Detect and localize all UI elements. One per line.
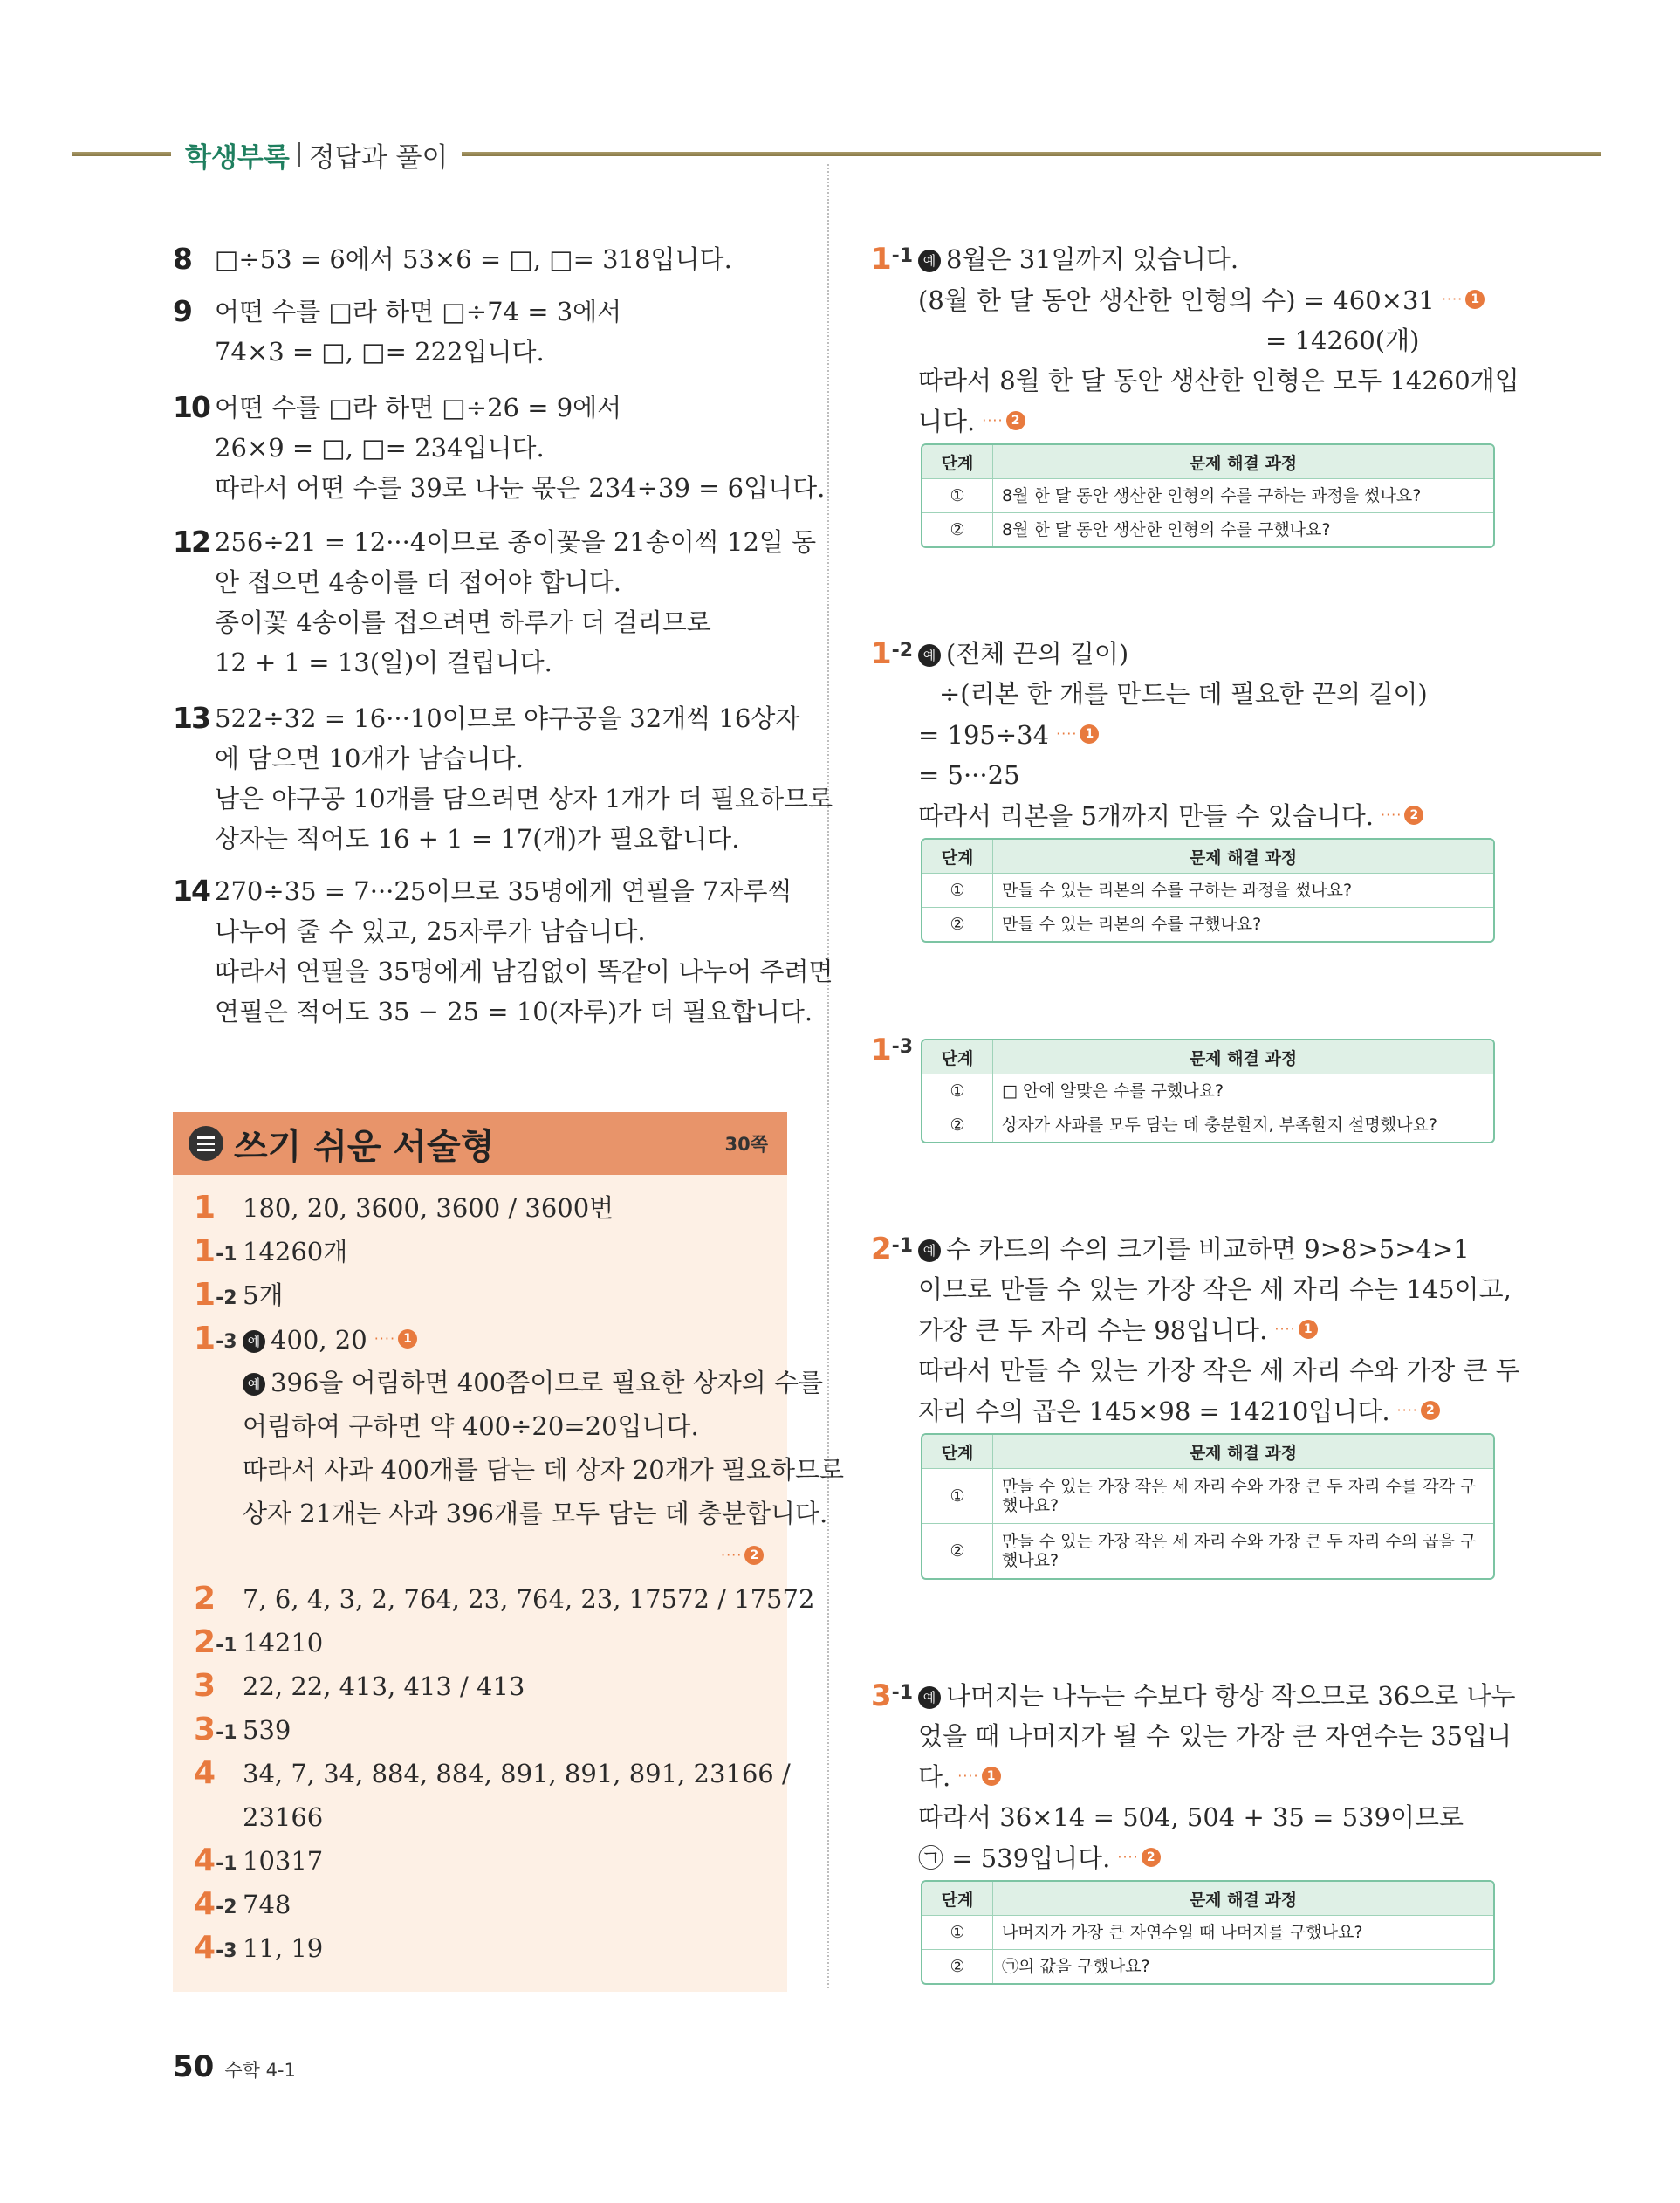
problem-number: 8 <box>173 242 191 276</box>
problem-13 <box>173 698 833 859</box>
solution-line: ÷(리본 한 개를 만드는 데 필요한 끈의 길이) <box>939 679 1428 709</box>
problem-line: 따라서 연필을 35명에게 남김없이 똑같이 나누어 주려면 <box>215 957 833 986</box>
solution-number: $2^{-1}$ <box>871 1232 914 1266</box>
problem-9 <box>173 292 792 372</box>
answer-number: 4 <box>194 1755 216 1791</box>
answer-text: 748 <box>243 1890 291 1919</box>
solution-line: 나머지는 나누는 수보다 항상 작으므로 36으로 나누 <box>946 1681 1516 1711</box>
problem-line: 74×3 = □, □= 222입니다. <box>215 337 545 367</box>
answer-number: 3 <box>194 1668 216 1704</box>
problem-number: 10 <box>173 390 209 424</box>
rubric-text: 나머지가 가장 큰 자연수일 때 나머지를 구했나요? <box>993 1916 1494 1950</box>
answer-number: 1 <box>194 1190 216 1225</box>
rubric-text: □ 안에 알맞은 수를 구했나요? <box>993 1074 1494 1108</box>
solution-line: 었을 때 나머지가 될 수 있는 가장 큰 자연수는 35입니 <box>918 1721 1512 1751</box>
section-title: 쓰기 쉬운 서술형 <box>234 1126 495 1167</box>
rubric-text: 만들 수 있는 리본의 수를 구했나요? <box>993 908 1494 942</box>
solution-line: 니다. <box>918 407 976 436</box>
problem-line: 나누어 줄 수 있고, 25자루가 남습니다. <box>215 916 646 946</box>
rubric-step: ② <box>922 513 993 547</box>
rubric-step: ① <box>922 874 993 908</box>
problem-line: 256÷21 = 12···4이므로 종이꽃을 21송이씩 12일 동 <box>215 527 817 557</box>
solution-number: $3^{-1}$ <box>871 1678 914 1713</box>
header-label <box>171 133 462 176</box>
solution-line: (전체 끈의 길이) <box>946 639 1129 669</box>
problem-line: 연필은 적어도 35 − 25 = 10(자루)가 더 필요합니다. <box>215 997 813 1026</box>
problem-line: 에 담으면 10개가 남습니다. <box>215 744 524 773</box>
solution-line: 다. <box>918 1762 951 1792</box>
problem-line: 남은 야구공 10개를 담으려면 상자 1개가 더 필요하므로 <box>215 784 833 813</box>
solution-number: $1^{-3}$ <box>871 1033 914 1067</box>
header-title: 정답과 풀이 <box>308 141 449 174</box>
rubric-table-2-1: 단계 문제 해결 과정 ① 만들 수 있는 가장 작은 세 자리 수와 가장 큰 두 자리 수를 각각 구했나요? ② 만들 수 있는 가장 작은 세 자리 수와 가장 큰 두 자리 수의 곱을 구했나요? <box>921 1433 1495 1580</box>
rubric-header-step: 단계 <box>922 445 993 479</box>
problem-number: 12 <box>173 525 209 559</box>
book-title: 수학 4-1 <box>224 2060 296 2081</box>
answer-text: 34, 7, 34, 884, 884, 891, 891, 891, 23166 / <box>243 1759 791 1788</box>
answer-text: 어림하여 구하면 약 400÷20=20입니다. <box>243 1411 699 1441</box>
rubric-step: ① <box>922 1916 993 1950</box>
problem-line: 안 접으면 4송이를 더 접어야 합니다. <box>215 567 621 597</box>
answer-text: 22, 22, 413, 413 / 413 <box>243 1671 525 1701</box>
rubric-step: ② <box>922 1950 993 1984</box>
rubric-text: 만들 수 있는 가장 작은 세 자리 수와 가장 큰 두 자리 수의 곱을 구했나요? <box>993 1524 1494 1579</box>
solution-2-1 <box>871 1229 1520 1431</box>
solution-3-1 <box>871 1676 1516 1878</box>
solution-number: $1^{-1}$ <box>871 242 914 277</box>
answer-text: 예 400, 20 ···· 1 <box>243 1321 417 1357</box>
marker-1-icon: ···· 1 <box>374 1321 417 1356</box>
solution-line: 자리 수의 곱은 145×98 = 14210입니다. <box>918 1397 1390 1426</box>
marker-1-icon: ···· 1 <box>1056 714 1099 754</box>
answer-text: 5개 <box>243 1280 284 1310</box>
rubric-header-process: 문제 해결 과정 <box>993 445 1494 479</box>
solution-line: ㉠ = 539입니다. <box>918 1843 1111 1873</box>
answer-number: 2 <box>194 1581 216 1616</box>
example-mark-icon: 예 <box>243 1330 265 1353</box>
answer-number: $4^{-3}$ <box>194 1930 237 1966</box>
marker-2-icon: ···· 2 <box>714 1538 764 1574</box>
rubric-step: ② <box>922 1108 993 1143</box>
answer-text: 7, 6, 4, 3, 2, 764, 23, 764, 23, 17572 / 17572 <box>243 1584 815 1614</box>
answer-number: $1^{-2}$ <box>194 1277 237 1313</box>
marker-2-icon: ···· 2 <box>1397 1390 1440 1431</box>
answer-text: 180, 20, 3600, 3600 / 3600번 <box>243 1193 614 1223</box>
example-mark-icon: 예 <box>243 1373 265 1396</box>
answer-number: $4^{-1}$ <box>194 1843 237 1878</box>
page-footer <box>173 2049 296 2084</box>
solution-line: = 195÷34 <box>918 720 1050 750</box>
answer-number: $1^{-3}$ <box>194 1321 237 1356</box>
solution-line: 따라서 8월 한 달 동안 생산한 인형은 모두 14260개입 <box>918 366 1519 395</box>
problem-14 <box>173 871 833 1032</box>
marker-1-icon: ···· 1 <box>1274 1309 1317 1349</box>
solution-line: 따라서 36×14 = 504, 504 + 35 = 539이므로 <box>918 1802 1464 1832</box>
marker-1-icon: ···· 1 <box>1442 279 1485 319</box>
page-number: 50 <box>173 2049 215 2084</box>
solution-line: 이므로 만들 수 있는 가장 작은 세 자리 수는 145이고, <box>918 1274 1512 1304</box>
example-mark-icon: 예 <box>918 250 941 272</box>
problem-line: 12 + 1 = 13(일)이 걸립니다. <box>215 648 552 677</box>
section-header <box>173 1112 787 1175</box>
problem-line: 어떤 수를 □라 하면 □÷26 = 9에서 <box>215 393 622 422</box>
answer-text: 539 <box>243 1715 291 1745</box>
rubric-text: ㉠의 값을 구했나요? <box>993 1950 1494 1984</box>
problem-line: 어떤 수를 □라 하면 □÷74 = 3에서 <box>215 297 622 326</box>
answer-number: $1^{-1}$ <box>194 1233 237 1269</box>
marker-2-icon: ···· 2 <box>1117 1837 1160 1877</box>
example-mark-icon: 예 <box>918 644 941 667</box>
rubric-text: 8월 한 달 동안 생산한 인형의 수를 구했나요? <box>993 513 1494 547</box>
example-mark-icon: 예 <box>918 1239 941 1262</box>
column-divider <box>827 164 829 1988</box>
section-page-ref: 30쪽 <box>724 1134 768 1155</box>
problem-12 <box>173 522 817 683</box>
example-mark-icon: 예 <box>918 1686 941 1709</box>
header-separator <box>298 142 300 167</box>
solution-line: 8월은 31일까지 있습니다. <box>946 244 1239 274</box>
solution-1-1 <box>871 239 1519 442</box>
answer-text: 14260개 <box>243 1237 348 1266</box>
answer-text: 23166 <box>243 1802 324 1832</box>
answer-text: 따라서 사과 400개를 담는 데 상자 20개가 필요하므로 <box>243 1455 845 1485</box>
problem-line: 26×9 = □, □= 234입니다. <box>215 433 545 463</box>
answer-text: 10317 <box>243 1846 324 1876</box>
solution-line: 따라서 리본을 5개까지 만들 수 있습니다. <box>918 801 1374 831</box>
solution-line: = 14260(개) <box>1265 326 1420 355</box>
rubric-text: 만들 수 있는 리본의 수를 구하는 과정을 썼나요? <box>993 874 1494 908</box>
rubric-step: ① <box>922 479 993 513</box>
rubric-step: ① <box>922 1469 993 1524</box>
rubric-text: 8월 한 달 동안 생산한 인형의 수를 구하는 과정을 썼나요? <box>993 479 1494 513</box>
marker-2-icon: ···· 2 <box>982 401 1025 441</box>
rubric-step: ② <box>922 908 993 942</box>
rubric-text: 만들 수 있는 가장 작은 세 자리 수와 가장 큰 두 자리 수를 각각 구했나요? <box>993 1469 1494 1524</box>
header-section: 학생부록 <box>185 141 290 174</box>
problem-line: 522÷32 = 16···10이므로 야구공을 32개씩 16상자 <box>215 703 800 733</box>
solution-line: = 5···25 <box>918 760 1020 790</box>
problem-10 <box>173 388 826 508</box>
rubric-step: ① <box>922 1074 993 1108</box>
problem-8 <box>173 239 792 279</box>
rubric-table-1-2: 단계 문제 해결 과정 ① 만들 수 있는 리본의 수를 구하는 과정을 썼나요? ② 만들 수 있는 리본의 수를 구했나요? <box>921 838 1495 943</box>
problem-line: 270÷35 = 7···25이므로 35명에게 연필을 7자루씩 <box>215 876 792 906</box>
problem-line: 따라서 어떤 수를 39로 나눈 몫은 234÷39 = 6입니다. <box>215 473 826 503</box>
answer-text: 11, 19 <box>243 1933 324 1963</box>
answer-number: $2^{-1}$ <box>194 1624 237 1660</box>
solution-1-2 <box>871 634 1499 836</box>
solution-line: 수 카드의 수의 크기를 비교하면 9>8>5>4>1 <box>946 1234 1470 1264</box>
solution-line: (8월 한 달 동안 생산한 인형의 수) = 460×31 <box>918 285 1435 315</box>
notebook-icon <box>189 1126 223 1161</box>
answer-number: $3^{-1}$ <box>194 1712 237 1747</box>
solution-line: 가장 큰 두 자리 수는 98입니다. <box>918 1315 1268 1345</box>
rubric-table-1-3: 단계 문제 해결 과정 ① □ 안에 알맞은 수를 구했나요? ② 상자가 사과를 모두 담는 데 충분할지, 부족할지 설명했나요? <box>921 1039 1495 1143</box>
problem-line: □÷53 = 6에서 53×6 = □, □= 318입니다. <box>215 244 732 274</box>
problem-line: 상자는 적어도 16 + 1 = 17(개)가 필요합니다. <box>215 824 740 854</box>
answer-text: 상자 21개는 사과 396개를 모두 담는 데 충분합니다. <box>243 1499 828 1528</box>
rubric-table-1-1 <box>921 443 1495 548</box>
solution-number: $1^{-2}$ <box>871 636 914 671</box>
marker-2-icon: ···· 2 <box>1381 795 1423 835</box>
problem-number: 9 <box>173 294 191 328</box>
problem-line: 종이꽃 4송이를 접으려면 하루가 더 걸리므로 <box>215 607 711 637</box>
solution-line: 따라서 만들 수 있는 가장 작은 세 자리 수와 가장 큰 두 <box>918 1355 1520 1385</box>
answer-number: $4^{-2}$ <box>194 1886 237 1922</box>
rubric-step: ② <box>922 1524 993 1579</box>
problem-number: 13 <box>173 701 209 735</box>
marker-1-icon: ···· 1 <box>957 1756 1000 1796</box>
problem-number: 14 <box>173 874 209 908</box>
answer-text: 14210 <box>243 1628 324 1657</box>
rubric-text: 상자가 사과를 모두 담는 데 충분할지, 부족할지 설명했나요? <box>993 1108 1494 1143</box>
answer-text: 396을 어림하면 400쯤이므로 필요한 상자의 수를 <box>271 1368 824 1397</box>
rubric-table-3-1: 단계 문제 해결 과정 ① 나머지가 가장 큰 자연수일 때 나머지를 구했나요? ② ㉠의 값을 구했나요? <box>921 1880 1495 1985</box>
